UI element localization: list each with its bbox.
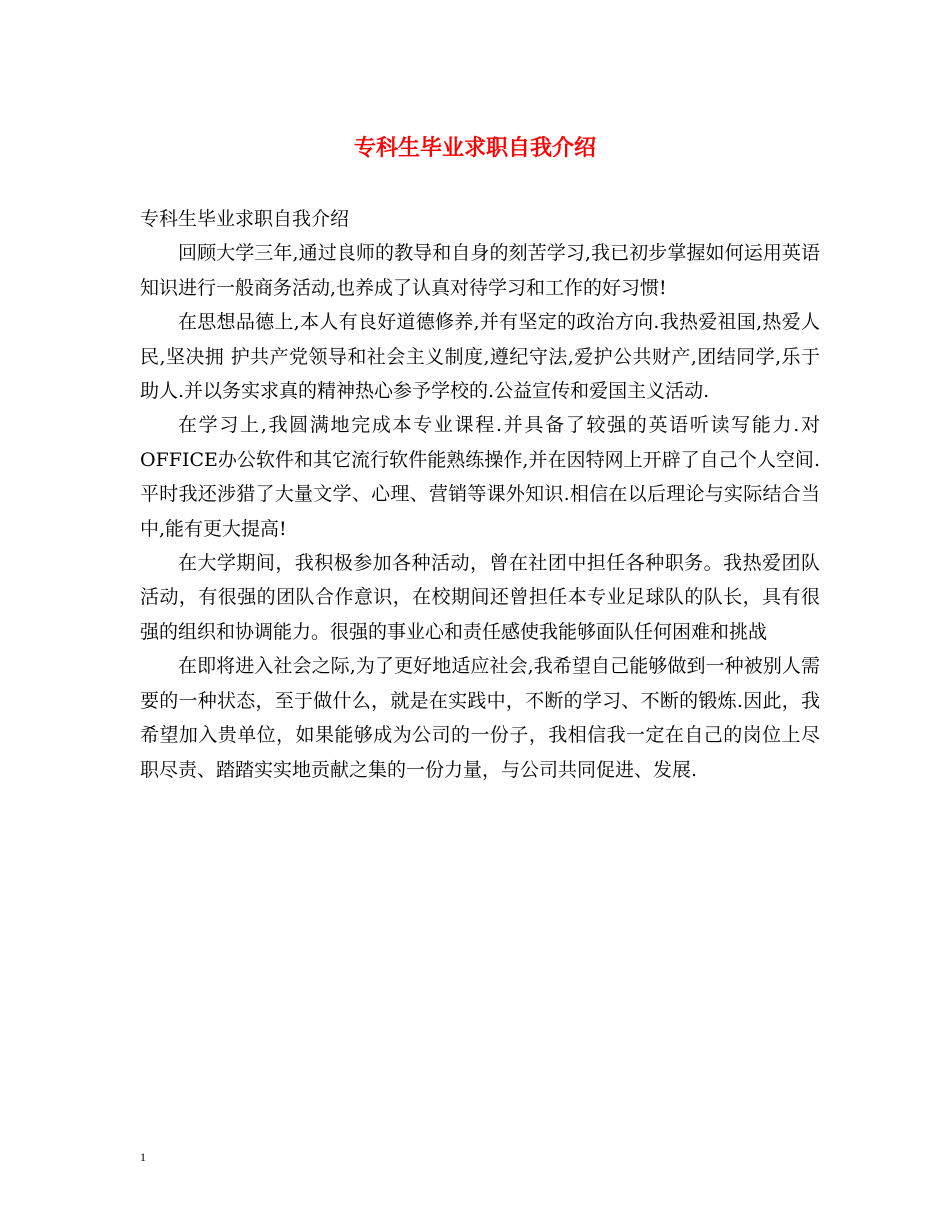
page-number: 1 [140,1150,146,1164]
paragraph-review: 回顾大学三年,通过良师的教导和自身的刻苦学习,我已初步掌握如何运用英语知识进行一般商务活动,也养成了认真对待学习和工作的好习惯! [140,242,820,299]
paragraph-activities: 在大学期间，我积极参加各种活动，曾在社团中担任各种职务。我热爱团队活动，有很强的团队合作意识，在校期间还曾担任本专业足球队的队长，具有很强的组织和协调能力。很强的事业心和责任感使我能够面队任何困难和挑战 [140,552,820,643]
document-body [140,202,820,787]
paragraph-morality: 在思想品德上,本人有良好道德修养,并有坚定的政治方向.我热爱祖国,热爱人民,坚决拥 护共产党领导和社会主义制度,遵纪守法,爱护公共财产,团结同学,乐于助人.并以务实求真的精神热心参予学校的.公益宣传和爱国主义活动. [140,311,820,403]
paragraph-study: 在学习上,我圆满地完成本专业课程.并具备了较强的英语听读写能力.对OFFICE办公软件和其它流行软件能熟练操作,并在因特网上开辟了自己个人空间.平时我还涉猎了大量文学、心理、营销等课外知识.相信在以后理论与实际结合当中,能有更大提高! [140,414,820,540]
document-subtitle: 专科生毕业求职自我介绍 [140,208,350,230]
paragraph-aspiration: 在即将进入社会之际,为了更好地适应社会,我希望自己能够做到一种被别人需要的一种状态，至于做什么，就是在实践中，不断的学习、不断的锻炼.因此，我希望加入贵单位，如果能够成为公司的一份子，我相信我一定在自己的岗位上尽职尽责、踏踏实实地贡献之集的一份力量，与公司共同促进、发展. [140,655,820,781]
document-title: 专科生毕业求职自我介绍 [353,135,596,161]
